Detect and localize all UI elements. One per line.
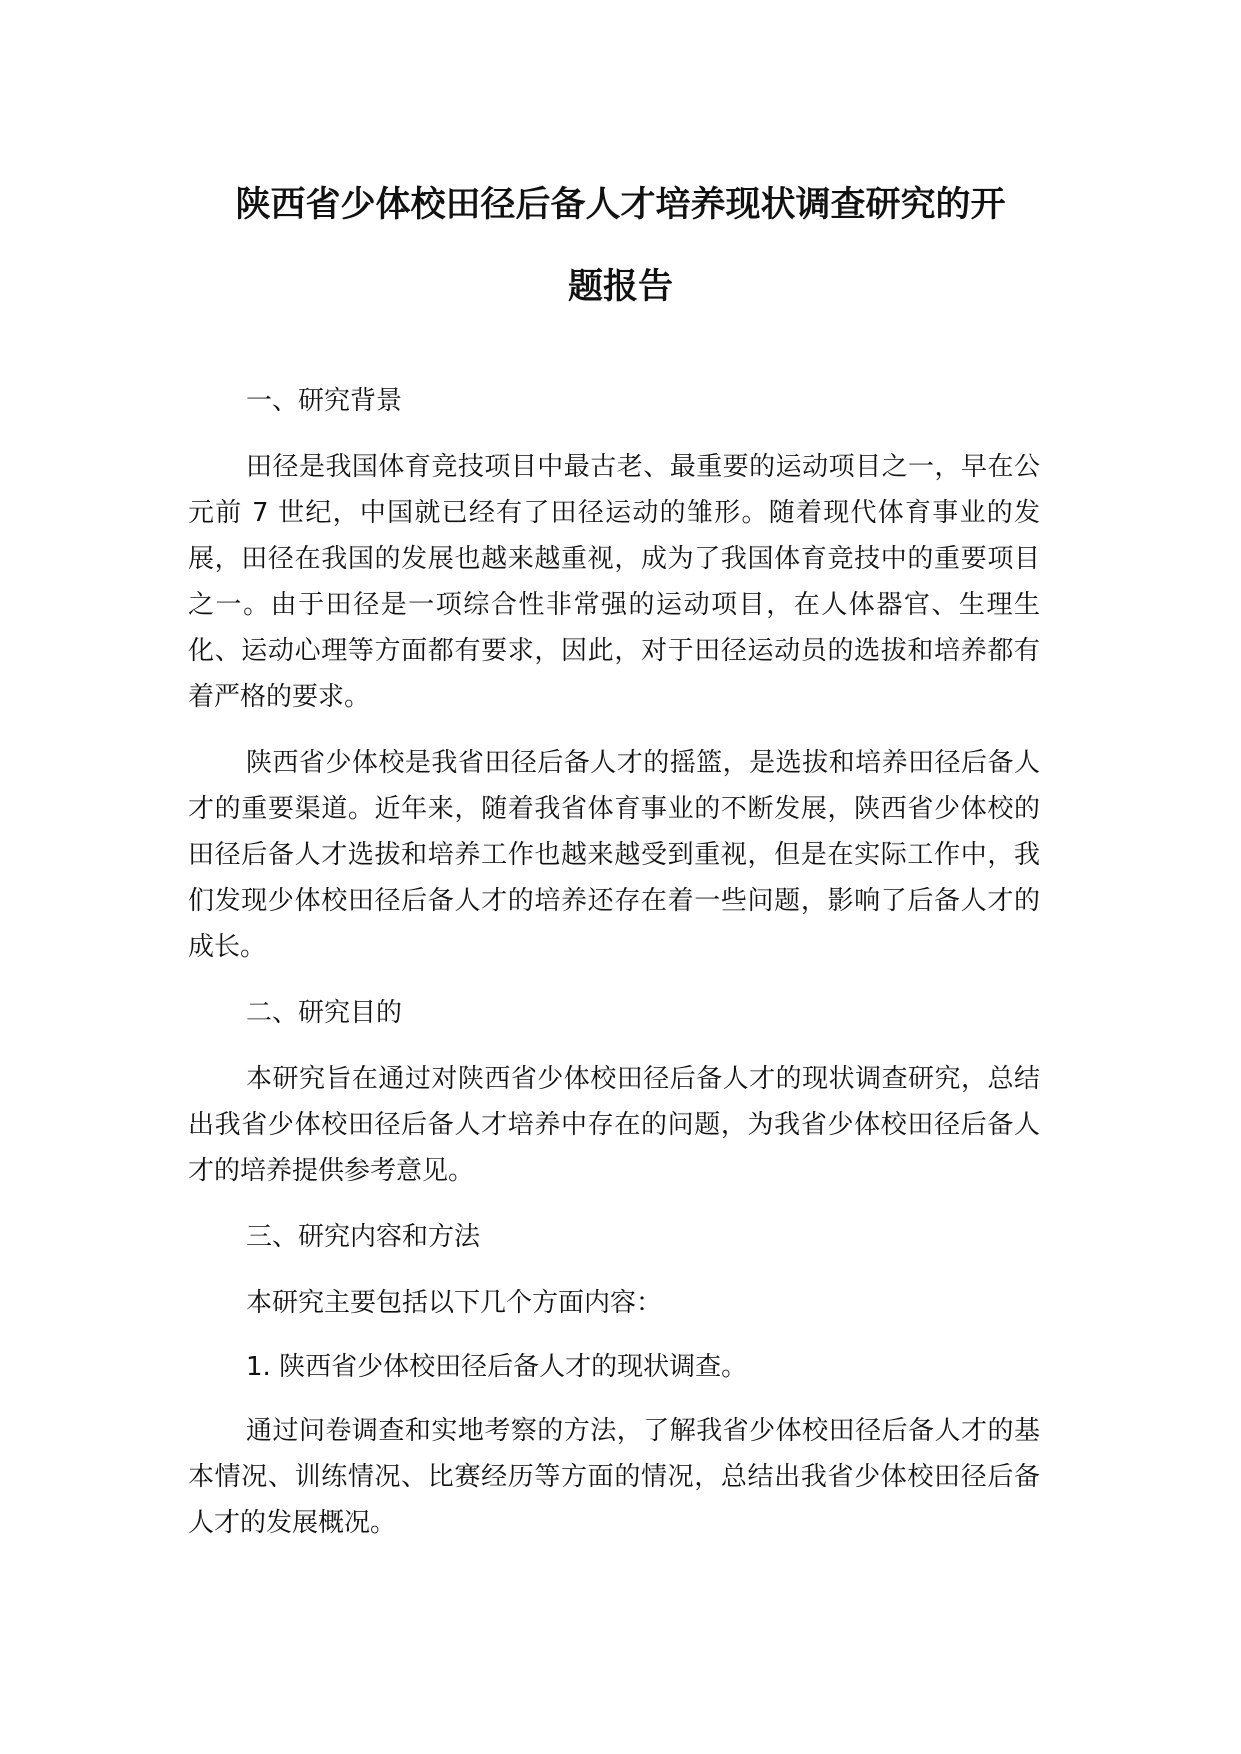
document-body <box>188 378 1040 1566</box>
section-heading-purpose: 二、研究目的 <box>246 998 403 1028</box>
list-item-1: 1. 陕西省少体校田径后备人才的现状调查。 <box>246 1352 748 1382</box>
paragraph-purpose: 本研究旨在通过对陕西省少体校田径后备人才的现状调查研究，总结出我省少体校田径后备人才培养中存在的问题，为我省少体校田径后备人才的培养提供参考意见。 <box>188 1064 1040 1186</box>
document-title-line-2: 题报告 <box>567 267 673 307</box>
section-heading-background: 一、研究背景 <box>246 386 403 416</box>
paragraph-content-intro: 本研究主要包括以下几个方面内容： <box>246 1288 663 1318</box>
document-title-line-1: 陕西省少体校田径后备人才培养现状调查研究的开 <box>235 185 1006 225</box>
paragraph-item-1-detail: 通过问卷调查和实地考察的方法，了解我省少体校田径后备人才的基本情况、训练情况、比赛经历等方面的情况，总结出我省少体校田径后备人才的发展概况。 <box>188 1416 1040 1538</box>
paragraph-background-2: 陕西省少体校是我省田径后备人才的摇篮，是选拔和培养田径后备人才的重要渠道。近年来，随着我省体育事业的不断发展，陕西省少体校的田径后备人才选拔和培养工作也越来越受到重视，但是在实际工作中，我们发现少体校田径后备人才的培养还存在着一些问题，影响了后备人才的成长。 <box>188 748 1040 962</box>
section-heading-content-methods: 三、研究内容和方法 <box>246 1222 481 1252</box>
paragraph-background-1: 田径是我国体育竞技项目中最古老、最重要的运动项目之一，早在公元前 7 世纪，中国就已经有了田径运动的雏形。随着现代体育事业的发展，田径在我国的发展也越来越重视，成为了我国体育竞技中的重要项目之一。由于田径是一项综合性非常强的运动项目，在人体器官、生理生化、运动心理等方面都有要求，因此，对于田径运动员的选拔和培养都有着严格的要求。 <box>188 452 1040 712</box>
